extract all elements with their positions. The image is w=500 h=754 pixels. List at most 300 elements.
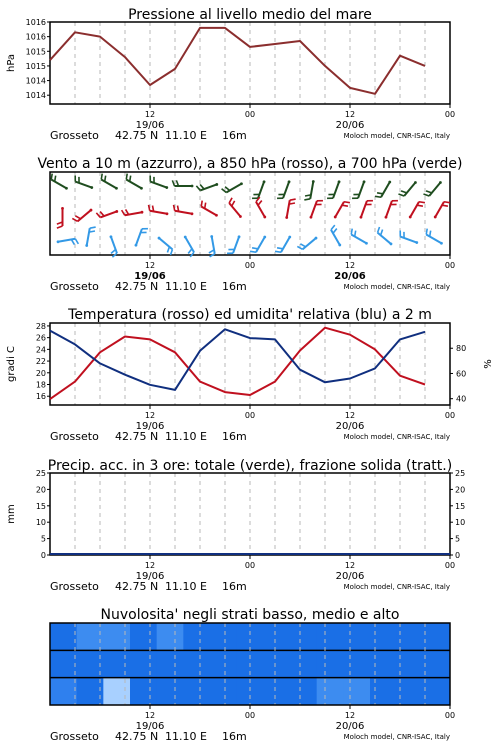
wind-barb-feather <box>250 251 256 252</box>
clouds-cell <box>370 623 397 650</box>
pressure-station-elevation: 16m <box>222 129 247 142</box>
wind-barb-feather <box>89 231 95 232</box>
wind-barb-feather <box>170 249 172 255</box>
wind-barb-feather <box>174 205 175 211</box>
wind-barb-1-10 <box>310 201 323 219</box>
wind-barb-head <box>439 181 442 184</box>
wind-barb-head <box>210 235 213 238</box>
wind-barb-feather <box>300 244 305 247</box>
pressure-y-tick-label: 1015 <box>26 47 46 56</box>
pressure-series-line <box>50 28 425 94</box>
pressure-model-credit: Moloch model, CNR-ISAC, Italy <box>344 132 450 140</box>
precip-right-tick-label: 15 <box>455 502 465 511</box>
wind-barb-feather <box>75 239 78 244</box>
clouds-cell <box>103 678 130 705</box>
wind-barb-head <box>191 212 194 215</box>
wind-barb-feather <box>126 174 127 180</box>
wind-barb-2-7 <box>227 235 240 253</box>
temperature-model-credit: Moloch model, CNR-ISAC, Italy <box>344 433 450 441</box>
wind-barb-2-11 <box>331 225 341 246</box>
clouds-model-credit: Moloch model, CNR-ISAC, Italy <box>344 733 450 741</box>
clouds-cell <box>370 650 397 677</box>
wind-barb-2-12 <box>351 229 368 245</box>
wind-station-elevation: 16m <box>222 280 247 293</box>
wind-barb-feather <box>167 247 169 253</box>
temperature-x-tick-label: 12 <box>145 411 155 420</box>
precip-right-tick-label: 5 <box>455 535 460 544</box>
clouds-cell <box>263 678 290 705</box>
clouds-cell <box>183 623 210 650</box>
wind-barb-head <box>184 236 187 239</box>
wind-barb-feather <box>398 194 404 196</box>
temperature-station-lon: 11.10 E <box>165 430 207 443</box>
wind-barb-feather <box>355 231 356 237</box>
wind-barb-feather <box>205 203 206 209</box>
precip-left-tick-label: 10 <box>36 518 46 527</box>
wind-barb-feather <box>90 227 96 228</box>
clouds-cell <box>157 678 184 705</box>
wind-barb-2-1 <box>85 227 95 247</box>
clouds-cell <box>103 650 130 677</box>
wind-barb-1-6 <box>201 201 218 217</box>
clouds-cell <box>263 650 290 677</box>
wind-barb-head <box>409 216 412 219</box>
temperature-left-tick-label: 16 <box>36 392 46 401</box>
wind-barb-feather <box>71 239 74 244</box>
wind-barb-2-15 <box>426 229 443 245</box>
pressure-y-tick-label: 1016 <box>26 33 46 42</box>
wind-barb-feather <box>172 180 174 186</box>
wind-barb-head <box>415 241 418 244</box>
precip-date-label: 20/06 <box>336 571 365 582</box>
wind-barb-2-3 <box>135 229 148 247</box>
wind-barb-feather <box>442 205 448 206</box>
temperature-left-tick-label: 24 <box>36 345 46 354</box>
pressure-x-tick-label: 00 <box>245 110 255 119</box>
wind-barb-feather <box>381 230 383 236</box>
wind-barb-0-9 <box>277 180 290 198</box>
wind-barb-head <box>215 183 218 186</box>
wind-barb-shaft <box>159 238 172 249</box>
clouds-cell <box>157 650 184 677</box>
temperature-title: Temperatura (rosso) ed umidita' relativa (blu) a 2 m <box>67 307 432 323</box>
wind-barb-shaft <box>150 211 167 214</box>
temperature-station-lat: 42.75 N <box>115 430 158 443</box>
wind-barb-shaft <box>335 202 344 217</box>
clouds-cell <box>397 623 424 650</box>
clouds-cell <box>397 678 424 705</box>
clouds-cell <box>210 678 237 705</box>
precip-left-tick-label: 25 <box>36 469 46 478</box>
pressure-station-lat: 42.75 N <box>115 129 158 142</box>
temperature-x-tick-label: 00 <box>245 411 255 420</box>
wind-barb-head <box>288 236 291 239</box>
pressure-x-tick-label: 12 <box>345 110 355 119</box>
wind-barb-shaft <box>256 237 265 252</box>
pressure-x-tick-label: 00 <box>445 110 455 119</box>
precip-title: Precip. acc. in 3 ore: totale (verde), frazione solida (tratt.) <box>48 458 452 474</box>
wind-barb-shaft <box>310 182 313 199</box>
wind-barb-0-5 <box>172 180 193 187</box>
wind-barb-feather <box>275 251 281 252</box>
wind-barb-feather <box>252 248 258 249</box>
wind-barb-feather <box>201 201 202 207</box>
wind-barb-2-5 <box>184 236 194 257</box>
wind-barb-head <box>338 180 341 183</box>
wind-barb-shaft <box>175 211 192 214</box>
wind-barb-shaft <box>136 229 142 245</box>
clouds-cell <box>370 678 397 705</box>
wind-barb-shaft <box>87 228 90 245</box>
wind-barb-head <box>115 210 118 213</box>
precip-x-tick-label: 12 <box>145 561 155 570</box>
wind-barb-0-8 <box>252 180 265 198</box>
wind-barb-0-13 <box>375 181 391 198</box>
wind-barb-2-14 <box>400 231 418 244</box>
wind-barb-1-7 <box>229 198 242 218</box>
wind-barb-feather <box>51 174 52 180</box>
wind-barb-feather <box>229 198 232 203</box>
humidity-series-line <box>50 329 425 390</box>
wind-barb-feather <box>222 189 227 193</box>
precip-station-lon: 11.10 E <box>165 580 207 593</box>
wind-station-lon: 11.10 E <box>165 280 207 293</box>
wind-barb-0-2 <box>101 174 118 190</box>
wind-barb-1-0 <box>57 207 64 228</box>
precip-left-tick-label: 5 <box>41 535 46 544</box>
wind-barb-shaft <box>150 182 166 188</box>
wind-barb-2-6 <box>209 235 215 257</box>
wind-barb-head <box>61 207 64 210</box>
temperature-right-axis-label: % <box>483 359 494 369</box>
temperature-date-label: 19/06 <box>136 421 165 432</box>
wind-barb-feather <box>55 176 56 182</box>
wind-barb-head <box>365 242 368 245</box>
clouds-cell <box>423 650 450 677</box>
wind-barb-feather <box>304 199 310 200</box>
clouds-x-tick-label: 00 <box>245 711 255 720</box>
clouds-cell <box>210 650 237 677</box>
wind-barb-0-15 <box>423 181 441 196</box>
precip-left-tick-label: 0 <box>41 551 46 560</box>
wind-barb-shaft <box>333 182 339 198</box>
wind-barb-shaft <box>400 237 416 243</box>
wind-barb-feather <box>290 199 296 200</box>
wind-station-name: Grosseto <box>50 280 99 293</box>
clouds-x-tick-label: 12 <box>345 711 355 720</box>
clouds-cell <box>130 623 157 650</box>
wind-barb-shaft <box>258 182 264 198</box>
wind-barb-shaft <box>429 183 440 196</box>
wind-barb-feather <box>333 229 337 234</box>
wind-barb-shaft <box>381 182 390 197</box>
temperature-station-name: Grosseto <box>50 430 99 443</box>
wind-barb-feather <box>100 212 104 217</box>
wind-barb-head <box>239 215 242 218</box>
precip-right-tick-label: 10 <box>455 518 465 527</box>
pressure-station-lon: 11.10 E <box>165 129 207 142</box>
wind-barb-feather <box>344 202 350 203</box>
clouds-cell <box>77 623 104 650</box>
wind-barb-head <box>263 216 266 219</box>
wind-barb-feather <box>209 250 214 253</box>
wind-barb-feather <box>277 248 283 249</box>
wind-barb-feather <box>258 201 262 206</box>
wind-barb-feather <box>188 249 192 254</box>
wind-barb-shaft <box>287 200 290 217</box>
wind-barb-1-15 <box>434 202 450 219</box>
precip-right-tick-label: 25 <box>455 469 465 478</box>
pressure-panel <box>50 22 450 108</box>
clouds-cell <box>290 678 317 705</box>
wind-barb-0-1 <box>75 176 93 189</box>
wind-barb-feather <box>289 203 295 204</box>
wind-barb-feather <box>417 205 423 206</box>
wind-barb-shaft <box>256 202 265 217</box>
temperature-left-tick-label: 22 <box>36 357 46 366</box>
wind-barb-head <box>115 187 118 190</box>
wind-barb-shaft <box>233 237 239 253</box>
wind-barb-head <box>385 216 388 219</box>
wind-barb-shaft <box>201 207 216 216</box>
wind-barb-head <box>285 216 288 219</box>
wind-barb-feather <box>331 225 335 230</box>
wind-model-credit: Moloch model, CNR-ISAC, Italy <box>344 283 450 291</box>
wind-barb-feather <box>105 176 106 182</box>
wind-barb-shaft <box>281 237 290 252</box>
temperature-left-tick-label: 28 <box>36 322 46 331</box>
precip-station-lat: 42.75 N <box>115 580 158 593</box>
wind-barb-2-13 <box>378 227 393 245</box>
clouds-date-label: 20/06 <box>336 721 365 732</box>
wind-barb-head <box>165 186 168 189</box>
wind-title: Vento a 10 m (azzurro), a 850 hPa (rosso), a 700 hPa (verde) <box>37 156 462 172</box>
temperature-date-label: 20/06 <box>336 421 365 432</box>
wind-barb-feather <box>426 229 427 235</box>
clouds-station-lon: 11.10 E <box>165 730 207 743</box>
wind-barb-0-10 <box>304 180 314 200</box>
pressure-y-tick-label: 1015 <box>26 62 46 71</box>
clouds-cell <box>183 678 210 705</box>
precip-x-tick-label: 12 <box>345 561 355 570</box>
wind-barb-shaft <box>435 202 444 217</box>
wind-barb-feather <box>378 227 380 233</box>
pressure-date-label: 19/06 <box>136 120 165 131</box>
wind-barb-shaft <box>386 201 392 217</box>
wind-barb-head <box>135 244 138 247</box>
wind-barb-feather <box>149 205 150 211</box>
clouds-cell <box>317 678 344 705</box>
clouds-cell <box>103 623 130 650</box>
temperature-x-tick-label: 12 <box>345 411 355 420</box>
clouds-cell <box>130 650 157 677</box>
wind-barb-1-5 <box>174 205 194 215</box>
wind-barb-head <box>65 187 68 190</box>
wind-barb-shaft <box>361 201 367 217</box>
wind-barb-1-14 <box>409 202 425 219</box>
clouds-title: Nuvolosita' negli strati basso, medio e alto <box>101 607 400 623</box>
precip-model-credit: Moloch model, CNR-ISAC, Italy <box>344 583 450 591</box>
wind-barb-shaft <box>51 180 66 189</box>
wind-x-tick-label: 00 <box>245 261 255 270</box>
wind-barb-head <box>140 187 143 190</box>
wind-barb-feather <box>225 187 230 191</box>
clouds-cell <box>157 623 184 650</box>
wind-barb-0-4 <box>150 176 168 189</box>
wind-barb-feather <box>342 205 348 206</box>
clouds-cell <box>317 650 344 677</box>
pressure-y-axis-label: hPa <box>6 54 17 72</box>
precip-station-name: Grosseto <box>50 580 99 593</box>
clouds-cell <box>183 650 210 677</box>
wind-barb-feather <box>200 185 204 190</box>
wind-barb-shaft <box>303 238 316 249</box>
clouds-cell <box>290 623 317 650</box>
precip-left-tick-label: 20 <box>36 485 46 494</box>
clouds-x-tick-label: 12 <box>145 711 155 720</box>
wind-barb-0-0 <box>51 174 68 190</box>
pressure-y-tick-label: 1014 <box>26 77 46 86</box>
wind-barb-1-4 <box>149 205 169 215</box>
clouds-cell <box>50 650 77 677</box>
temperature-x-tick-label: 00 <box>445 411 455 420</box>
temperature-right-tick-label: 40 <box>456 395 466 404</box>
clouds-station-name: Grosseto <box>50 730 99 743</box>
wind-barb-head <box>310 216 313 219</box>
clouds-cell <box>237 623 264 650</box>
clouds-cell <box>290 650 317 677</box>
wind-barb-head <box>110 235 113 238</box>
wind-barb-0-6 <box>196 183 218 190</box>
clouds-station-elevation: 16m <box>222 730 247 743</box>
wind-barb-head <box>263 236 266 239</box>
pressure-y-tick-label: 1014 <box>26 91 46 100</box>
clouds-cell <box>423 623 450 650</box>
wind-barb-feather <box>57 226 63 228</box>
pressure-x-tick-label: 12 <box>145 110 155 119</box>
clouds-cell <box>343 678 370 705</box>
wind-barb-head <box>288 180 291 183</box>
temperature-station-elevation: 16m <box>222 430 247 443</box>
wind-barb-feather <box>305 195 311 196</box>
wind-barb-head <box>191 185 194 188</box>
pressure-station-name: Grosseto <box>50 129 99 142</box>
wind-barb-head <box>215 214 218 217</box>
wind-x-tick-label: 00 <box>445 261 455 270</box>
clouds-cell <box>50 678 77 705</box>
wind-barb-0-14 <box>398 181 416 196</box>
wind-barb-feather <box>75 216 80 219</box>
wind-barb-shaft <box>75 182 91 188</box>
wind-barb-shaft <box>358 182 364 198</box>
wind-date-label: 19/06 <box>134 271 166 282</box>
wind-barb-shaft <box>101 180 116 189</box>
precip-date-label: 19/06 <box>136 571 165 582</box>
precip-x-tick-label: 00 <box>245 561 255 570</box>
wind-barb-feather <box>111 249 116 253</box>
wind-barb-head <box>238 235 241 238</box>
wind-barb-shaft <box>126 180 141 189</box>
wind-barb-head <box>85 244 88 247</box>
clouds-cell <box>343 650 370 677</box>
wind-barb-feather <box>130 176 131 182</box>
wind-barb-head <box>440 242 443 245</box>
wind-barb-feather <box>375 196 381 197</box>
wind-x-tick-label: 12 <box>145 261 155 270</box>
wind-barb-head <box>166 212 169 215</box>
wind-barb-feather <box>351 229 352 235</box>
pressure-date-label: 20/06 <box>336 120 365 131</box>
wind-station-lat: 42.75 N <box>115 280 158 293</box>
wind-barb-shaft <box>331 230 340 245</box>
clouds-cell <box>317 623 344 650</box>
wind-barb-head <box>90 186 93 189</box>
clouds-cell <box>130 678 157 705</box>
wind-barb-0-3 <box>126 174 143 190</box>
wind-barb-head <box>363 180 366 183</box>
wind-barb-feather <box>178 206 179 212</box>
wind-barb-head <box>312 180 315 183</box>
clouds-cell <box>210 623 237 650</box>
wind-barb-1-11 <box>334 202 350 219</box>
wind-barb-feather <box>122 210 125 215</box>
wind-barb-shaft <box>378 233 391 244</box>
wind-barb-head <box>388 181 391 184</box>
wind-barb-2-9 <box>275 236 291 253</box>
clouds-cell <box>423 678 450 705</box>
clouds-cell <box>343 623 370 650</box>
wind-barb-shaft <box>404 183 415 196</box>
wind-barb-head <box>390 243 393 246</box>
clouds-cell <box>397 650 424 677</box>
wind-barb-shaft <box>410 202 419 217</box>
wind-barb-head <box>434 216 437 219</box>
temperature-left-axis-label: gradi C <box>6 346 17 382</box>
wind-barb-0-11 <box>327 180 340 198</box>
wind-barb-head <box>90 209 93 212</box>
clouds-cell <box>50 623 77 650</box>
wind-barb-shaft <box>185 237 194 252</box>
wind-barb-1-9 <box>285 199 295 219</box>
wind-barb-head <box>334 216 337 219</box>
precip-x-tick-label: 00 <box>445 561 455 570</box>
clouds-x-tick-label: 00 <box>445 711 455 720</box>
wind-barb-feather <box>401 191 407 193</box>
wind-barb-0-12 <box>352 180 365 198</box>
wind-barb-feather <box>419 202 425 203</box>
wind-barb-head <box>240 182 243 185</box>
temperature-right-tick-label: 80 <box>456 344 466 353</box>
precip-right-tick-label: 0 <box>455 551 460 560</box>
wind-barb-head <box>57 240 60 243</box>
precip-station-elevation: 16m <box>222 580 247 593</box>
wind-barb-feather <box>423 194 429 196</box>
wind-barb-feather <box>153 206 154 212</box>
wind-barb-shaft <box>351 235 366 244</box>
wind-barb-head <box>141 211 144 214</box>
precip-left-tick-label: 15 <box>36 502 46 511</box>
wind-barb-feather <box>377 193 383 194</box>
temperature-series-line <box>50 328 425 399</box>
wind-barb-head <box>414 181 417 184</box>
wind-barb-2-4 <box>158 237 173 255</box>
pressure-title: Pressione al livello medio del mare <box>128 7 372 23</box>
wind-barb-2-2 <box>110 235 117 257</box>
wind-barb-feather <box>101 174 102 180</box>
wind-barb-shaft <box>311 201 317 217</box>
wind-barb-feather <box>430 231 431 237</box>
wind-barb-1-13 <box>385 201 398 219</box>
